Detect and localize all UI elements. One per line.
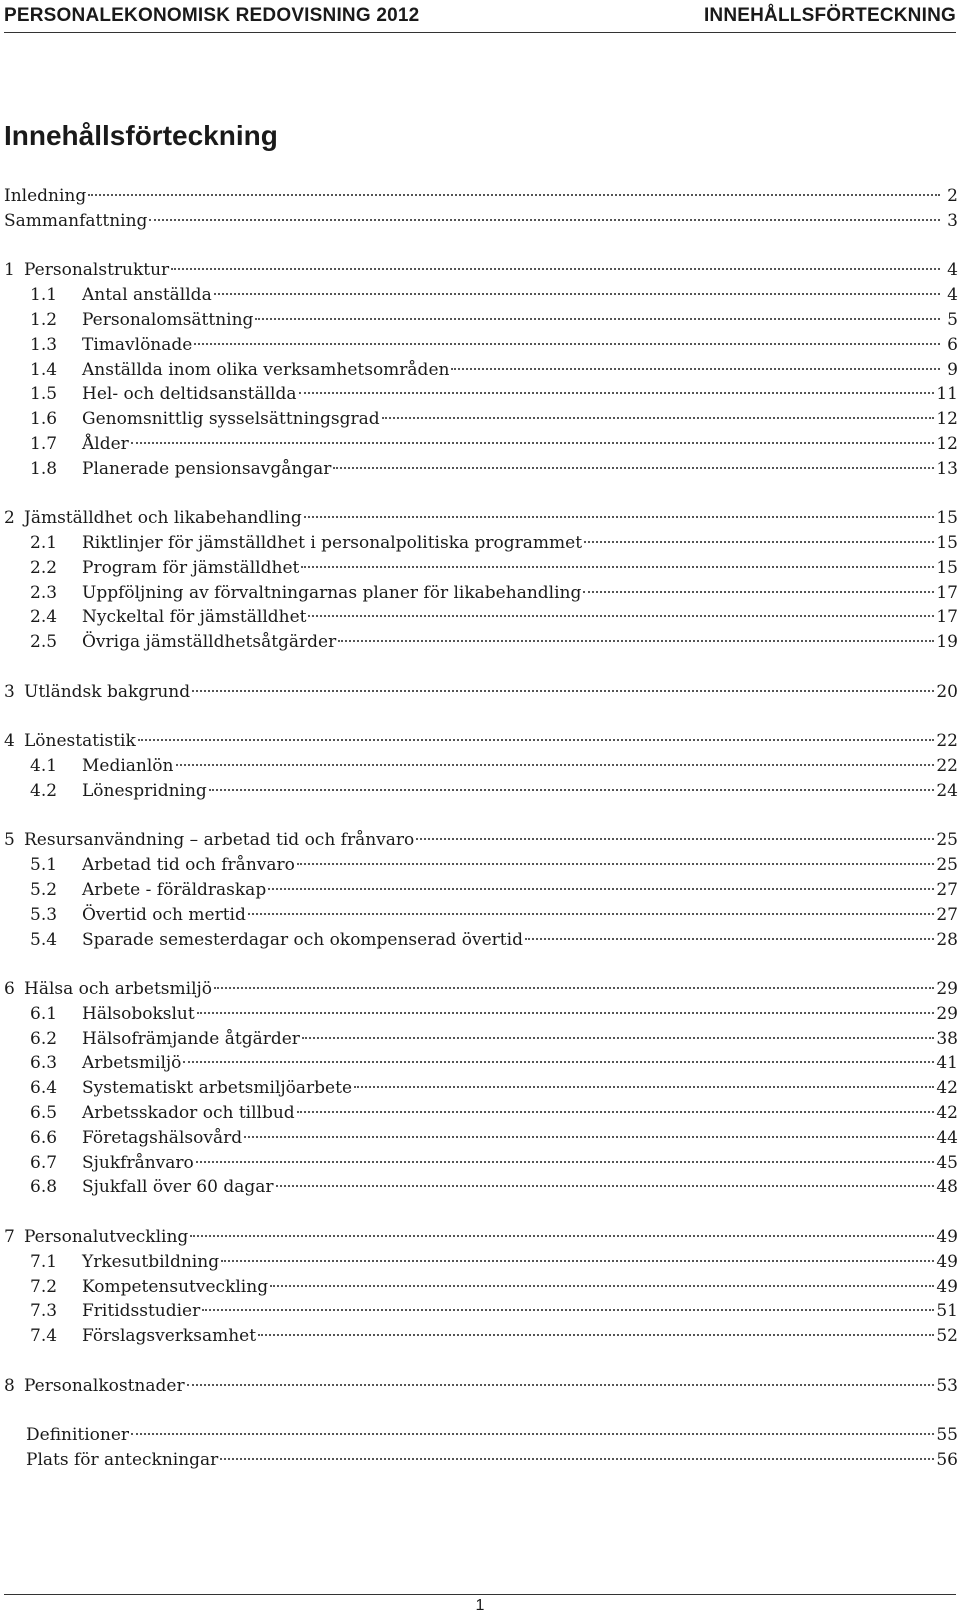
toc-entry[interactable] xyxy=(4,880,958,904)
toc-entry-label xyxy=(4,1376,185,1396)
toc-entry-page: 12 xyxy=(936,409,958,430)
toc-entry[interactable] xyxy=(4,731,958,755)
toc-entry-number: 6.8 xyxy=(30,1177,58,1198)
toc-entry-label xyxy=(4,905,246,925)
toc-entry-label xyxy=(4,1078,352,1098)
toc-entry-page: 29 xyxy=(936,1003,958,1024)
toc-entry-page: 25 xyxy=(936,830,958,851)
toc-entry-number: 6.1 xyxy=(30,1003,58,1024)
toc-entry[interactable] xyxy=(4,186,958,210)
toc-entry-title: Övriga jämställdhetsåtgärder xyxy=(82,632,337,653)
toc-dot-leader xyxy=(416,838,934,840)
toc-entry-number: 6.2 xyxy=(30,1028,58,1049)
toc-dot-leader xyxy=(138,739,935,741)
page-header xyxy=(4,0,956,33)
toc-entry-number: 1.5 xyxy=(30,384,58,405)
toc-dot-leader xyxy=(584,541,934,543)
toc-entry[interactable] xyxy=(4,1029,958,1053)
toc-dot-leader xyxy=(214,293,940,295)
toc-dot-leader xyxy=(268,888,934,890)
toc-entry[interactable] xyxy=(4,1326,958,1350)
toc-entry-number: 5 xyxy=(4,830,15,851)
header-report-title: PERSONALEKONOMISK REDOVISNING 2012 xyxy=(4,5,420,26)
toc-entry-page: 5 xyxy=(947,309,958,330)
toc-dot-leader xyxy=(202,1309,934,1311)
toc-dot-leader xyxy=(301,566,934,568)
toc-entry-title: Sammanfattning xyxy=(4,210,148,231)
toc-entry-page: 20 xyxy=(936,681,958,702)
toc-entry[interactable] xyxy=(4,781,958,805)
toc-entry-label xyxy=(4,1277,268,1297)
toc-entry-number: 5.2 xyxy=(30,879,58,900)
toc-entry-number: 7.3 xyxy=(30,1301,58,1322)
toc-entry-number: 6.6 xyxy=(30,1127,58,1148)
toc-entry[interactable] xyxy=(4,930,958,954)
toc-entry-label xyxy=(4,682,190,702)
toc-entry-title: Fritidsstudier xyxy=(82,1301,201,1322)
toc-dot-leader xyxy=(197,1012,935,1014)
toc-entry-label xyxy=(4,1227,188,1247)
toc-entry-number: 7 xyxy=(4,1226,15,1247)
toc-entry[interactable] xyxy=(4,310,958,334)
toc-entry-title: Genomsnittlig sysselsättningsgrad xyxy=(82,409,380,430)
toc-dot-leader xyxy=(248,913,935,915)
toc-entry[interactable] xyxy=(4,905,958,929)
toc-entry-page: 27 xyxy=(936,879,958,900)
toc-entry-page: 2 xyxy=(947,186,958,206)
toc-entry[interactable] xyxy=(4,508,958,532)
toc-entry-title: Inledning xyxy=(4,186,87,206)
toc-entry-page: 19 xyxy=(936,632,958,653)
toc-entry-label xyxy=(4,285,212,305)
toc-entry-page: 55 xyxy=(936,1425,958,1446)
toc-dot-leader xyxy=(451,368,940,370)
toc-entry-number: 5.3 xyxy=(30,904,58,925)
toc-entry-title: Sjukfrånvaro xyxy=(82,1152,194,1173)
toc-entry-number: 1.6 xyxy=(30,409,58,430)
toc-entry-label xyxy=(4,731,136,751)
toc-dot-leader xyxy=(192,690,934,692)
toc-dot-leader xyxy=(302,1037,934,1039)
toc-entry[interactable] xyxy=(4,459,958,483)
toc-entry-title: Övertid och mertid xyxy=(82,904,246,925)
toc-entry-title: Sjukfall över 60 dagar xyxy=(82,1177,274,1198)
toc-entry-title: Personalstruktur xyxy=(24,260,170,281)
toc-entry-number: 5.4 xyxy=(30,929,58,950)
toc-entry-page: 53 xyxy=(936,1375,958,1396)
toc-entry-label xyxy=(4,1029,300,1049)
toc-entry-label xyxy=(4,186,86,206)
toc-entry-title: Lönespridning xyxy=(82,780,207,801)
toc-entry-title: Jämställdhet och likabehandling xyxy=(24,508,302,529)
toc-dot-leader xyxy=(149,219,940,221)
toc-entry-title: Resursanvändning – arbetad tid och frånvaro xyxy=(24,830,415,851)
toc-entry-number: 6 xyxy=(4,979,15,999)
toc-entry-number: 2 xyxy=(4,508,15,529)
toc-entry-page: 4 xyxy=(947,285,958,306)
toc-entry[interactable] xyxy=(4,360,958,384)
toc-entry[interactable] xyxy=(4,533,958,557)
toc-entry-number: 8 xyxy=(4,1375,15,1396)
toc-entry-page: 22 xyxy=(936,756,958,776)
toc-entry-label xyxy=(4,830,414,850)
toc-entry-label xyxy=(4,533,582,553)
toc-entry-label xyxy=(4,1004,195,1024)
toc-entry[interactable] xyxy=(4,260,958,284)
toc-entry-title: Yrkesutbildning xyxy=(82,1251,220,1272)
toc-entry-number: 1.3 xyxy=(30,334,58,355)
toc-entry[interactable] xyxy=(4,1252,958,1276)
toc-entry-label xyxy=(4,1153,194,1173)
toc-entry-label xyxy=(4,930,523,950)
toc-dot-leader xyxy=(209,789,935,791)
toc-entry-title: Arbete - föräldraskap xyxy=(82,879,267,900)
toc-entry-title: Arbetad tid och frånvaro xyxy=(82,855,295,876)
toc-dot-leader xyxy=(183,1061,934,1063)
toc-entry-title: Hel- och deltidsanställda xyxy=(82,384,297,405)
toc-dot-leader xyxy=(308,615,934,617)
toc-entry-label xyxy=(4,211,147,231)
toc-entry-label xyxy=(4,632,336,652)
toc-entry-title: Nyckeltal för jämställdhet xyxy=(82,607,307,628)
toc-entry[interactable] xyxy=(4,607,958,631)
toc-entry[interactable] xyxy=(4,1004,958,1028)
toc-entry-title: Ålder xyxy=(82,433,129,454)
toc-entry-page: 45 xyxy=(936,1152,958,1173)
toc-entry-page: 4 xyxy=(947,260,958,281)
toc-entry-title: Timavlönade xyxy=(82,334,193,355)
toc-entry[interactable] xyxy=(4,1078,958,1102)
toc-entry[interactable] xyxy=(4,1103,958,1127)
toc-entry[interactable] xyxy=(4,1450,958,1474)
toc-dot-leader xyxy=(131,442,935,444)
toc-entry[interactable] xyxy=(4,1053,958,1077)
toc-dot-leader xyxy=(187,1384,935,1386)
toc-entry-page: 22 xyxy=(936,731,958,752)
header-section-title: INNEHÅLLSFÖRTECKNING xyxy=(703,5,956,26)
toc-dot-leader xyxy=(131,1433,934,1435)
toc-entry[interactable] xyxy=(4,756,958,780)
toc-entry-page: 42 xyxy=(936,1103,958,1123)
toc-entry-title: Hälsobokslut xyxy=(82,1003,195,1024)
toc-entry-label xyxy=(4,979,212,999)
toc-entry-title: Program för jämställdhet xyxy=(82,557,300,578)
toc-entry-page: 51 xyxy=(936,1301,958,1322)
toc-entry[interactable] xyxy=(4,384,958,408)
toc-entry[interactable] xyxy=(4,1177,958,1201)
toc-entry-page: 49 xyxy=(936,1276,958,1297)
toc-entry-title: Planerade pensionsavgångar xyxy=(82,458,332,479)
toc-entry-label xyxy=(4,1450,218,1470)
toc-entry-number: 1.7 xyxy=(30,433,58,454)
toc-entry-number: 1.1 xyxy=(30,285,58,306)
toc-entry-page: 29 xyxy=(936,979,958,999)
toc-dot-leader xyxy=(297,863,934,865)
toc-entry-page: 15 xyxy=(936,557,958,578)
toc-dot-leader xyxy=(276,1185,935,1187)
toc-dot-leader xyxy=(190,1235,934,1237)
toc-entry-number: 3 xyxy=(4,681,15,702)
toc-entry-label xyxy=(4,310,253,330)
toc-dot-leader xyxy=(221,1260,934,1262)
toc-entry-title: Riktlinjer för jämställdhet i personalpolitiska programmet xyxy=(82,533,583,553)
toc-entry-title: Företagshälsovård xyxy=(82,1127,243,1148)
toc-entry-title: Personalkostnader xyxy=(24,1375,185,1396)
toc-entry-page: 17 xyxy=(936,607,958,628)
toc-dot-leader xyxy=(299,392,935,394)
toc-dot-leader xyxy=(214,987,934,989)
toc-entry[interactable] xyxy=(4,409,958,433)
toc-entry[interactable] xyxy=(4,830,958,854)
toc-entry-page: 12 xyxy=(936,433,958,454)
toc-dot-leader xyxy=(354,1086,934,1088)
toc-entry-title: Personalutveckling xyxy=(24,1226,189,1247)
toc-entry-page: 48 xyxy=(936,1177,958,1198)
toc-entry-label xyxy=(4,360,449,380)
toc-entry-page: 11 xyxy=(936,384,958,405)
toc-entry-title: Plats för anteckningar xyxy=(26,1449,219,1470)
toc-entry-label xyxy=(4,583,581,603)
toc-entry-label xyxy=(4,1128,242,1148)
toc-entry[interactable] xyxy=(4,335,958,359)
toc-entry[interactable] xyxy=(4,211,958,235)
toc-entry-label xyxy=(4,607,306,627)
toc-entry[interactable] xyxy=(4,1425,958,1449)
toc-entry-label xyxy=(4,1301,200,1321)
toc-entry-label xyxy=(4,1252,219,1272)
toc-dot-leader xyxy=(171,268,940,270)
toc-entry-number: 2.3 xyxy=(30,582,58,603)
toc-entry-label xyxy=(4,1053,181,1073)
toc-dot-leader xyxy=(304,516,935,518)
toc-entry-title: Arbetsmiljö xyxy=(82,1053,182,1074)
toc-entry-page: 38 xyxy=(936,1028,958,1049)
toc-entry[interactable] xyxy=(4,855,958,879)
page-number: 1 xyxy=(475,1597,485,1614)
toc-entry-page: 15 xyxy=(936,533,958,553)
toc-entry-page: 6 xyxy=(947,334,958,355)
toc-entry[interactable] xyxy=(4,979,958,1003)
toc-entry-number: 1.8 xyxy=(30,458,58,479)
toc-entry-page: 17 xyxy=(936,582,958,603)
toc-entry-page: 56 xyxy=(936,1449,958,1470)
toc-entry-label xyxy=(4,880,266,900)
toc-entry-number: 6.5 xyxy=(30,1103,58,1123)
toc-entry-label xyxy=(4,855,295,875)
toc-entry-number: 6.3 xyxy=(30,1053,58,1074)
toc-entry-page: 9 xyxy=(947,359,958,380)
toc-entry-page: 28 xyxy=(936,929,958,950)
toc-entry-title: Sparade semesterdagar och okompenserad övertid xyxy=(82,929,523,950)
toc-dot-leader xyxy=(196,1161,935,1163)
toc-entry-page: 49 xyxy=(936,1226,958,1247)
toc-entry-label xyxy=(4,1103,295,1123)
toc-entry-label xyxy=(4,1425,129,1445)
toc-entry-page: 25 xyxy=(936,855,958,876)
toc-entry-title: Systematiskt arbetsmiljöarbete xyxy=(82,1078,353,1099)
toc-entry-number: 2.1 xyxy=(30,533,58,553)
toc-entry-title: Lönestatistik xyxy=(24,731,136,752)
toc-entry-title: Definitioner xyxy=(26,1425,130,1446)
toc-entry-title: Medianlön xyxy=(82,756,174,776)
toc-entry-number: 2.4 xyxy=(30,607,58,628)
toc-entry-title: Uppföljning av förvaltningarnas planer för likabehandling xyxy=(82,582,582,603)
toc-entry-title: Hälsa och arbetsmiljö xyxy=(24,979,213,999)
toc-entry-number: 1.4 xyxy=(30,359,58,380)
toc-dot-leader xyxy=(194,343,940,345)
toc-dot-leader xyxy=(382,417,935,419)
toc-entry[interactable] xyxy=(4,583,958,607)
toc-entry-page: 42 xyxy=(936,1078,958,1099)
toc-entry-page: 52 xyxy=(936,1326,958,1347)
toc-dot-leader xyxy=(244,1136,934,1138)
toc-entry-number: 7.4 xyxy=(30,1326,58,1347)
toc-entry-title: Kompetensutveckling xyxy=(82,1276,269,1297)
toc-entry[interactable] xyxy=(4,682,958,706)
toc-entry-number: 2.5 xyxy=(30,632,58,653)
toc-dot-leader xyxy=(338,640,934,642)
toc-entry[interactable] xyxy=(4,434,958,458)
toc-entry-title: Förslagsverksamhet xyxy=(82,1326,257,1347)
toc-entry-number: 4 xyxy=(4,731,15,752)
toc-entry-title: Utländsk bakgrund xyxy=(24,681,191,702)
toc-entry-number: 4.1 xyxy=(30,756,58,776)
toc-entry-title: Hälsofrämjande åtgärder xyxy=(82,1028,300,1049)
toc-entry[interactable] xyxy=(4,632,958,656)
toc-entry-label xyxy=(4,335,192,355)
toc-entry-number: 7.1 xyxy=(30,1251,58,1272)
toc-entry-page: 27 xyxy=(936,904,958,925)
toc-dot-leader xyxy=(255,318,940,320)
toc-entry-label xyxy=(4,1177,274,1197)
toc-entry[interactable] xyxy=(4,558,958,582)
toc-entry-number: 6.7 xyxy=(30,1152,58,1173)
toc-entry-label xyxy=(4,756,174,776)
toc-entry-page: 3 xyxy=(947,210,958,231)
toc-entry-label xyxy=(4,459,331,479)
toc-dot-leader xyxy=(297,1111,935,1113)
toc-entry-title: Antal anställda xyxy=(82,285,212,306)
toc-entry-page: 49 xyxy=(936,1251,958,1272)
toc-entry-title: Personalomsättning xyxy=(82,309,254,330)
toc-entry-label xyxy=(4,1326,256,1346)
toc-entry-title: Arbetsskador och tillbud xyxy=(82,1103,295,1123)
page-footer xyxy=(4,1594,956,1615)
toc-entry-title: Anställda inom olika verksamhetsområden xyxy=(82,359,450,380)
toc-entry[interactable] xyxy=(4,1128,958,1152)
toc-entry-number: 5.1 xyxy=(30,855,58,876)
toc-entry-page: 15 xyxy=(936,508,958,529)
toc-entry-label xyxy=(4,409,380,429)
toc-dot-leader xyxy=(176,764,935,766)
toc-entry-page: 44 xyxy=(936,1127,958,1148)
page-title: Innehållsförteckning xyxy=(4,120,278,151)
toc-dot-leader xyxy=(270,1285,934,1287)
toc-entry-number: 2.2 xyxy=(30,557,58,578)
toc-entry[interactable] xyxy=(4,1277,958,1301)
toc-entry-number: 1.2 xyxy=(30,309,58,330)
toc-entry-number: 6.4 xyxy=(30,1078,58,1099)
toc-dot-leader xyxy=(333,467,934,469)
toc-entry[interactable] xyxy=(4,1153,958,1177)
toc-entry-label xyxy=(4,508,302,528)
toc-entry-label xyxy=(4,384,297,404)
toc-dot-leader xyxy=(583,591,934,593)
toc-entry-number: 1 xyxy=(4,260,15,281)
toc-dot-leader xyxy=(525,938,934,940)
toc-entry-label xyxy=(4,558,299,578)
toc-entry[interactable] xyxy=(4,1301,958,1325)
toc-entry[interactable] xyxy=(4,285,958,309)
toc-entry-page: 24 xyxy=(936,780,958,801)
toc-entry-page: 41 xyxy=(936,1053,958,1074)
toc-entry-number: 7.2 xyxy=(30,1276,58,1297)
toc-entry[interactable] xyxy=(4,1376,958,1400)
toc-entry-page: 13 xyxy=(936,458,958,479)
toc-entry-number: 4.2 xyxy=(30,780,58,801)
toc-entry[interactable] xyxy=(4,1227,958,1251)
toc-entry-label xyxy=(4,434,129,454)
toc-entry-label xyxy=(4,260,169,280)
toc-dot-leader xyxy=(88,194,940,196)
toc-dot-leader xyxy=(220,1458,934,1460)
toc-entry-label xyxy=(4,781,207,801)
toc-dot-leader xyxy=(258,1334,934,1336)
